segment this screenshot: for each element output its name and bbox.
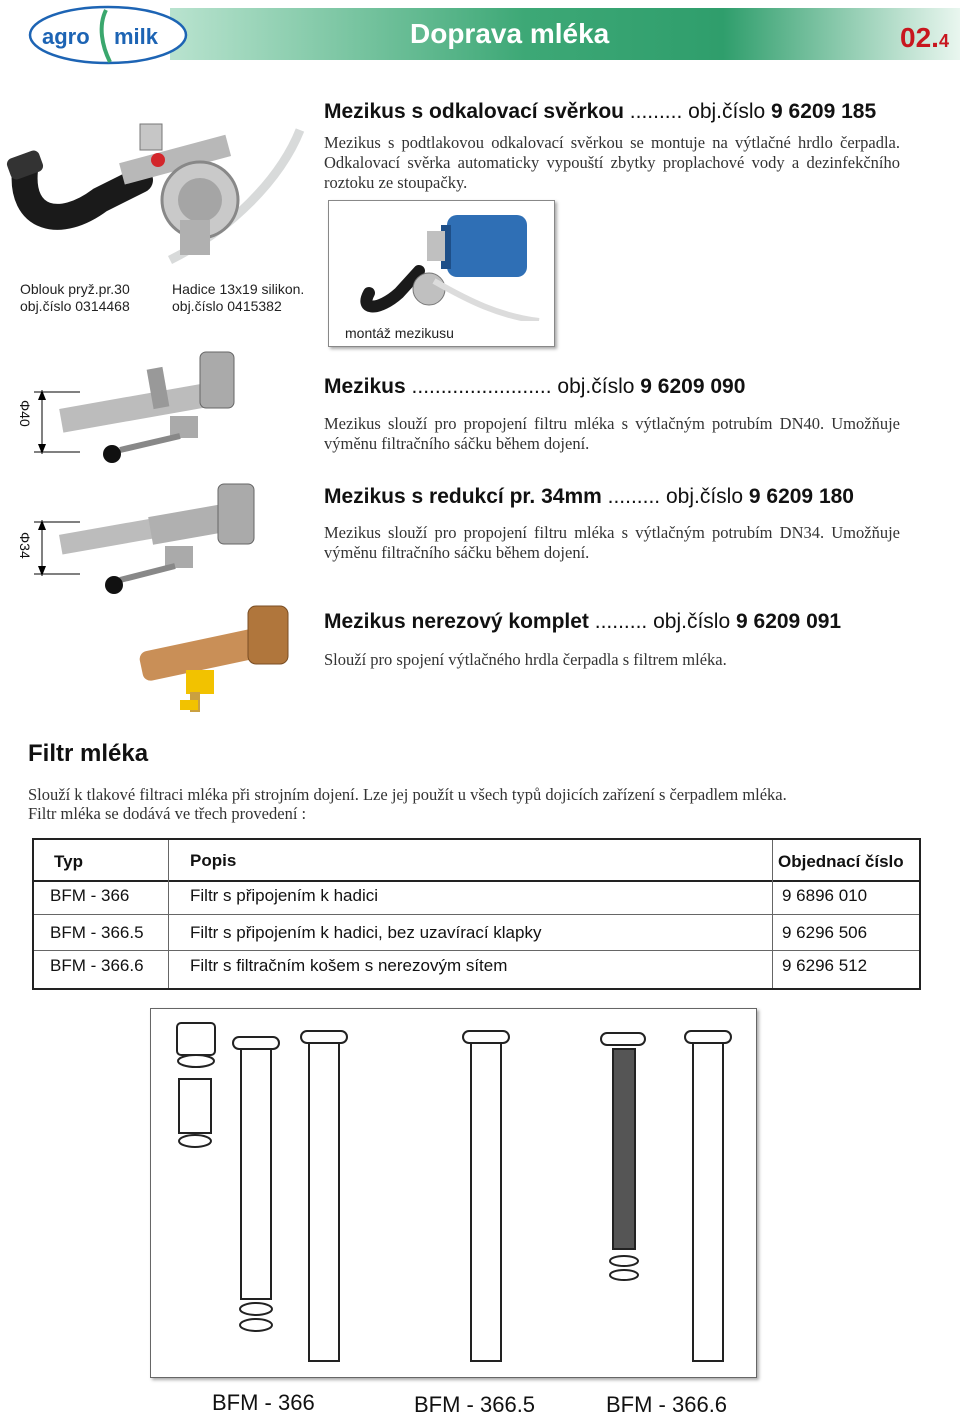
interconnect-dn34-image [20,480,280,605]
table-cell-order-number: 9 6896 010 [782,886,868,905]
filter-desc-line2: Filtr mléka se dodává ve třech provedení : [28,804,307,823]
product-desc-090: Mezikus slouží pro propojení filtru mléka s výtlačným potrubím DN40. Umožňuje výměnu filtračního sáčku během dojení. [324,414,900,453]
pump-installation-image [329,201,554,321]
agromilk-logo [28,4,188,66]
hose-bend-caption: Oblouk pryž.pr.30 obj.číslo 0314468 [20,281,130,314]
svg-text:agro: agro [42,24,90,49]
table-cell-type: BFM - 366 [50,886,130,905]
product-title-185: Mezikus s odkalovací svěrkou ......... obj.číslo 9 6209 185 [324,100,877,123]
interconnect-valve-image [0,110,320,290]
table-header-order-number: Objednací číslo [778,852,904,871]
filter-desc-line1: Slouží k tlakové filtraci mléka při strojním dojení. Lze jej použít u všech typů dojicích zařízení s čerpadlem mléka. [28,785,787,804]
installation-photo-frame [328,200,555,347]
product-title-090: Mezikus ........................ obj.číslo 9 6209 090 [324,375,746,398]
table-cell-description: Filtr s filtračním košem s nerezovým sítem [190,956,508,975]
dimension-label-34: Φ34 [17,532,33,559]
table-cell-type: BFM - 366.6 [50,956,144,975]
interconnect-dn40-image [20,350,280,470]
bfm-366-label: BFM - 366 [212,1390,315,1415]
svg-text:milk: milk [114,24,159,49]
stainless-interconnect-kit-image [130,600,300,725]
table-cell-description: Filtr s připojením k hadici, bez uzavírací klapky [190,923,542,942]
table-header-description: Popis [190,851,237,870]
table-cell-order-number: 9 6296 512 [782,956,868,975]
product-desc-091: Slouží pro spojení výtlačného hrdla čerpadla s filtrem mléka. [324,650,727,669]
installation-caption: montáž mezikusu [345,325,454,341]
product-desc-180: Mezikus slouží pro propojení filtru mléka s výtlačným potrubím DN34. Umožňuje výměnu filtračního sáčku během dojení. [324,523,900,562]
table-cell-description: Filtr s připojením k hadici [190,886,379,905]
table-cell-order-number: 9 6296 506 [782,923,868,942]
product-title-180: Mezikus s redukcí pr. 34mm ......... obj.číslo 9 6209 180 [324,485,854,508]
product-desc-185: Mezikus s podtlakovou odkalovací svěrkou se montuje na výtlačné hrdlo čerpadla. Odkalovací svěrka automaticky vypouští zbytky proplachové vody a dezinfekčního roztoku ze stoupačky. [324,133,900,192]
product-title-091: Mezikus nerezový komplet ......... obj.číslo 9 6209 091 [324,610,842,633]
table-cell-type: BFM - 366.5 [50,923,144,942]
table-header-type: Typ [54,852,83,871]
page-title: Doprava mléka [410,18,610,49]
bfm-366-5-label: BFM - 366.5 [414,1392,536,1417]
filter-drawings-frame [150,1008,757,1378]
silicone-hose-caption: Hadice 13x19 silikon. obj.číslo 0415382 [172,281,305,314]
filter-exploded-drawings [151,1009,756,1377]
filter-heading: Filtr mléka [28,740,149,767]
dimension-label-40: Φ40 [17,400,33,427]
bfm-366-6-label: BFM - 366.6 [606,1392,728,1417]
filter-table [32,838,921,990]
page-number: 02.4 [900,22,949,53]
